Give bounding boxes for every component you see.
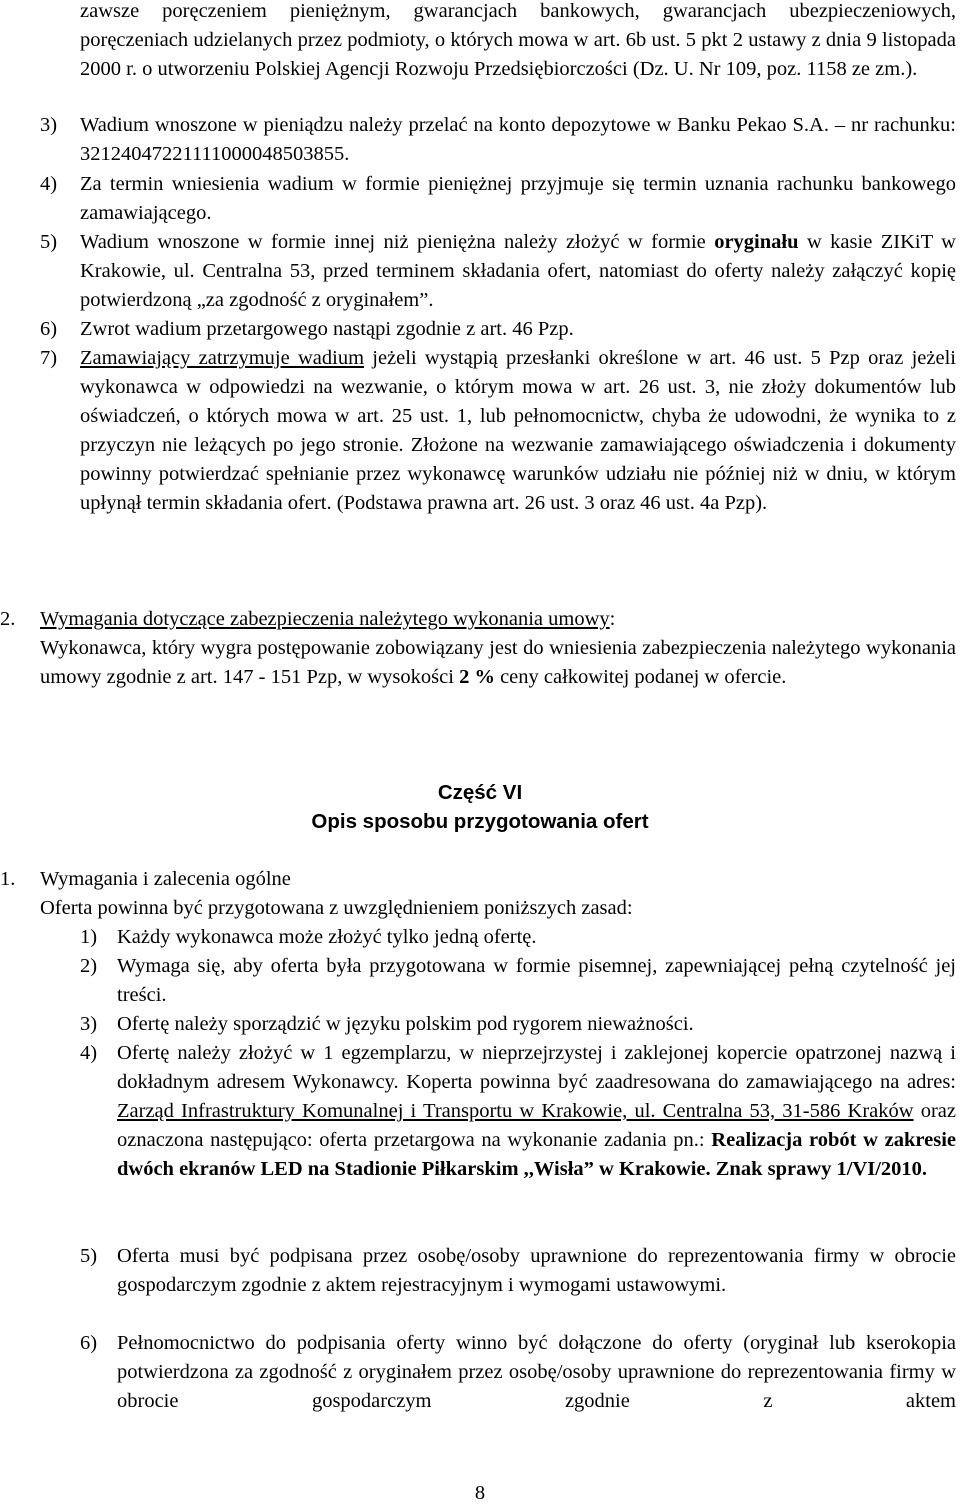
- list-item-4: [40, 170, 956, 228]
- section-number: 1.: [0, 868, 16, 890]
- rule-item-4: [80, 1039, 956, 1184]
- item-text: Wadium wnoszone w formie innej niż pieniężna należy złożyć w formie oryginału w kasie ZIKiT w Krakowie, ul. Centralna 53, przed terminem składania ofert, natomiast do oferty należy załączyć kopię potwierdzoną „za zgodność z oryginałem”.: [80, 231, 956, 312]
- item-text: Każdy wykonawca może złożyć tylko jedną ofertę.: [117, 926, 537, 948]
- section-title: Wymagania dotyczące zabezpieczenia należytego wykonania umowy:: [40, 608, 616, 630]
- list-item-7: [40, 344, 956, 519]
- section-title: Wymagania i zalecenia ogólne: [40, 868, 291, 890]
- item-number: 3): [40, 114, 58, 136]
- item-number: 7): [40, 347, 58, 369]
- item-number: 1): [80, 926, 98, 948]
- item-number: 3): [80, 1013, 98, 1035]
- underlined-phrase: Zamawiający zatrzymuje wadium: [80, 347, 365, 369]
- item-number: 4): [80, 1042, 98, 1064]
- task-name-bold: Realizacja robót w zakresie dwóch ekranów LED na Stadionie Piłkarskim ,,Wisła” w Krakowie. Znak sprawy 1/VI/2010.: [117, 1129, 957, 1181]
- address-underlined: Zarząd Infrastruktury Komunalnej i Transportu w Krakowie, ul. Centralna 53, 31-586 Kraków: [117, 1100, 914, 1123]
- rule-item-3: [80, 1010, 956, 1039]
- item-number: 5): [40, 231, 58, 253]
- item-text: Ofertę należy złożyć w 1 egzemplarzu, w nieprzejrzystej i zaklejonej kopercie opatrzonej nazwą i dokładnym adresem Wykonawcy. Koperta powinna być zaadresowana do zamawiającego na adres: Zarząd Infrastruktury Komunalnej i Transportu w Krakowie, ul. Centralna 53, 31-586 Kraków oraz oznaczona następująco: oferta przetargowa na wykonanie zadania pn.: Realizacja robót w zakresie dwóch ekranów LED na Stadionie Piłkarskim ,,Wisła” w Krakowie. Znak sprawy 1/VI/2010.: [117, 1042, 957, 1181]
- list-item-5: [40, 228, 956, 315]
- rule-item-5: [80, 1242, 956, 1300]
- part-number-heading: Część VI: [437, 781, 523, 804]
- item-number: 2): [80, 955, 98, 977]
- bold-term: oryginału: [714, 231, 799, 253]
- part-heading: [0, 778, 960, 836]
- section-1-general: [0, 865, 956, 923]
- item-text: Oferta musi być podpisana przez osobę/osoby uprawnione do reprezentowania firmy w obrocie gospodarczym zgodnie z aktem rejestracyjnym i wymogami ustawowymi.: [117, 1245, 956, 1297]
- item-text: Zwrot wadium przetargowego nastąpi zgodnie z art. 46 Pzp.: [80, 318, 574, 340]
- item-text: Za termin wniesienia wadium w formie pieniężnej przyjmuje się termin uznania rachunku bankowego zamawiającego.: [80, 173, 956, 225]
- item-number: 6): [80, 1332, 98, 1354]
- rule-item-1: [80, 923, 956, 952]
- list-item-3: [40, 111, 956, 169]
- paragraph-continuation: zawsze poręczeniem pieniężnym, gwarancjach bankowych, gwarancjach ubezpieczeniowych, poręczeniach udzielanych przez podmioty, o których mowa w art. 6b ust. 5 pkt 2 ustawy z dnia 9 listopada 2000 r. o utworzeniu Polskiej Agencji Rozwoju Przedsiębiorczości (Dz. U. Nr 109, poz. 1158 ze zm.).: [80, 0, 956, 81]
- list-item-6: [40, 315, 956, 344]
- section-number: 2.: [0, 608, 16, 630]
- section-text: Wykonawca, który wygra postępowanie zobowiązany jest do wniesienia zabezpieczenia należytego wykonania umowy zgodnie z art. 147 - 151 Pzp, w wysokości 2 % ceny całkowitej podanej w ofercie.: [40, 637, 956, 689]
- item-number: 4): [40, 173, 58, 195]
- rule-item-2: [80, 952, 956, 1010]
- section-intro: Oferta powinna być przygotowana z uwzględnieniem poniższych zasad:: [40, 897, 633, 920]
- item-text: Wadium wnoszone w pieniądzu należy przelać na konto depozytowe w Banku Pekao S.A. – nr rachunku: 32124047221111000048503855.: [80, 114, 956, 166]
- item-text: Pełnomocnictwo do podpisania oferty winno być dołączone do oferty (oryginał lub kserokopia potwierdzona za zgodność z oryginałem przez osobę/osoby uprawnione do reprezentowania firmy w obrocie gospodarczym zgodnie z aktem: [117, 1332, 956, 1413]
- item-text: Zamawiający zatrzymuje wadium jeżeli wystąpią przesłanki określone w art. 46 ust. 5 Pzp oraz jeżeli wykonawca w odpowiedzi na wezwanie, o którym mowa w art. 26 ust. 3, nie złoży dokumentów lub oświadczeń, o których mowa w art. 25 ust. 1, lub pełnomocnictw, chyba że udowodni, że wynika to z przyczyn nie leżących po jego stronie. Złożone na wezwanie zamawiającego oświadczenia i dokumenty powinny potwierdzać spełnianie przez wykonawcę warunków udziału nie później niż w dniu, w którym upłynął termin składania ofert. (Podstawa prawna art. 26 ust. 3 oraz 46 ust. 4a Pzp).: [80, 347, 956, 515]
- item-text: Ofertę należy sporządzić w języku polskim pod rygorem nieważności.: [117, 1013, 694, 1035]
- rule-item-6: [80, 1329, 956, 1416]
- part-title-heading: Opis sposobu przygotowania ofert: [311, 810, 649, 833]
- page-number: 8: [474, 1482, 486, 1504]
- item-text: Wymaga się, aby oferta była przygotowana w formie pisemnej, zapewniającej pełną czytelność jej treści.: [117, 955, 956, 1007]
- item-number: 5): [80, 1245, 98, 1267]
- section-2-guarantee: [0, 605, 956, 692]
- item-number: 6): [40, 318, 58, 340]
- bold-percent: 2 %: [459, 666, 495, 689]
